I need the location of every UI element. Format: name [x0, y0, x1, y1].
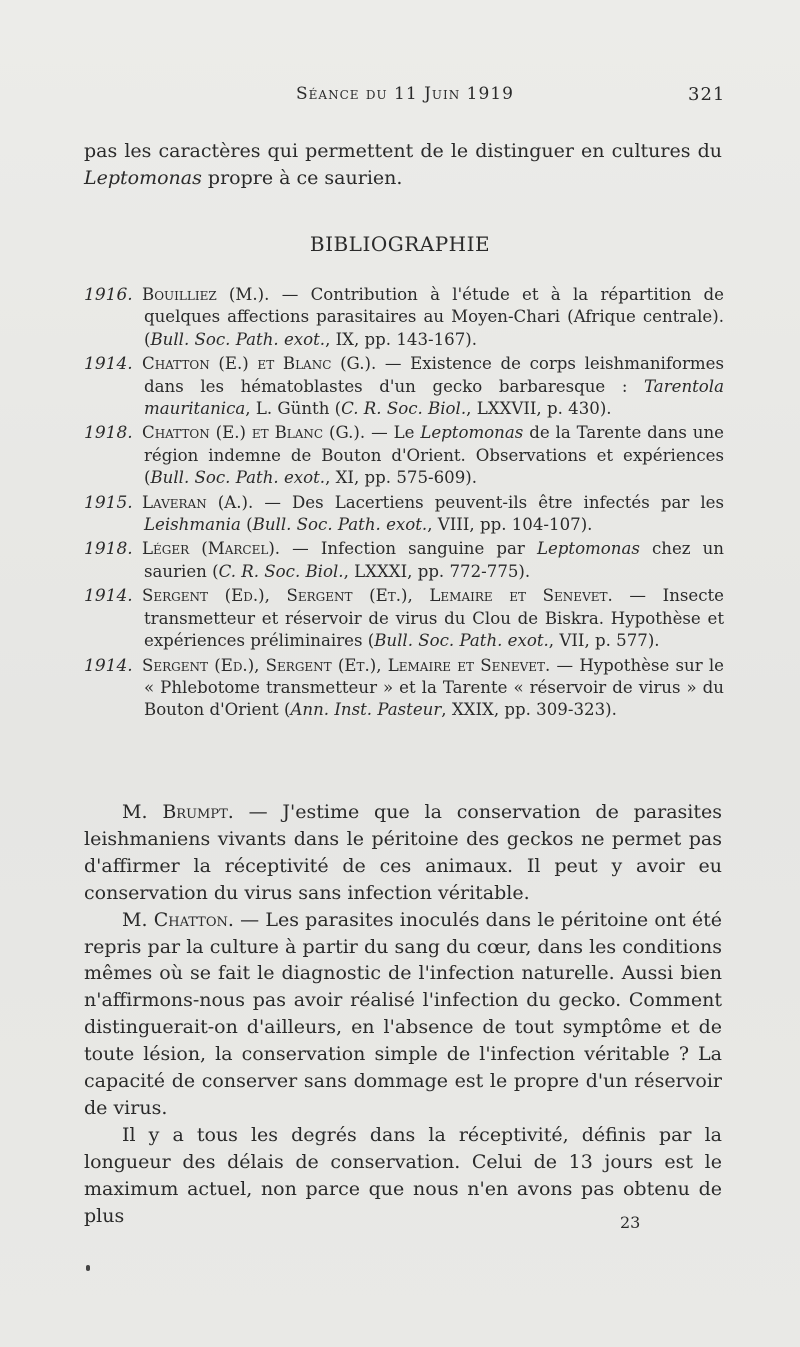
- discussion: [84, 799, 722, 1230]
- bib-text: , IX, pp. 143-167).: [325, 329, 478, 349]
- bib-genus: Leishmania: [144, 515, 241, 535]
- continued-paragraph: [84, 138, 722, 191]
- bib-year: 1918.: [84, 423, 133, 444]
- bib-entry: [84, 585, 724, 652]
- bibliography-list: [84, 284, 724, 724]
- bib-journal: Ann. Inst. Pasteur: [290, 700, 442, 720]
- bib-text: (: [240, 515, 253, 535]
- bib-text: , LXXVII, p. 430).: [466, 399, 612, 419]
- bib-text: , L. Günth (: [245, 399, 342, 419]
- bib-text: — Existence de corps leishmaniformes dans les hématoblastes d'un gecko barbaresque :: [144, 354, 724, 396]
- bib-journal: Bull. Soc. Path. exot.: [374, 631, 549, 651]
- bib-text: — Hypothèse sur le « Phlebotome transmetteur » et la Tarente « réservoir de virus » du Bouton d'Orient (: [144, 655, 724, 720]
- bib-year: 1916.: [84, 285, 133, 305]
- bib-authors: Sergent (Ed.), Sergent (Et.), Lemaire et Senevet.: [142, 655, 551, 675]
- bib-text: , VIII, pp. 104-107).: [427, 515, 593, 535]
- signature-mark: 23: [620, 1213, 641, 1232]
- bib-entry: [84, 422, 724, 489]
- discussion-paragraph: [84, 907, 722, 1122]
- bib-genus: Leptomonas: [536, 539, 640, 559]
- bib-authors: Chatton (E.) et Blanc (G.).: [142, 354, 377, 374]
- bib-text: , XXIX, pp. 309-323).: [441, 700, 617, 720]
- bib-year: 1914.: [84, 354, 133, 375]
- bib-authors: Bouilliez (M.).: [142, 285, 270, 304]
- opening-text-before: pas les caractères qui permettent de le distinguer en cultures du: [84, 140, 722, 162]
- running-title: Séance du 11 Juin 1919: [296, 84, 514, 104]
- bib-text: — Contribution à l'étude et à la répartition de quelques affections parasitaires au Moyen-Chari (Afrique centrale). (: [144, 285, 724, 349]
- page-number: 321: [688, 84, 726, 105]
- bib-text: , XI, pp. 575-609).: [325, 468, 478, 488]
- bib-entry: [84, 284, 724, 351]
- bib-text: de la Tarente dans une région indemne de Bouton d'Orient. Observations et expériences (: [144, 423, 724, 488]
- bib-entry: [84, 538, 724, 583]
- bib-genus: Leptomonas: [420, 423, 524, 443]
- bib-year: 1915.: [84, 492, 133, 513]
- discussion-paragraph: [84, 799, 722, 907]
- bib-species: Tarentola mauritanica: [144, 376, 724, 419]
- bibliography-title: BIBLIOGRAPHIE: [309, 232, 491, 256]
- bib-journal: C. R. Soc. Biol.: [218, 561, 344, 581]
- bib-year: 1914.: [84, 655, 133, 676]
- bib-journal: Bull. Soc. Path. exot.: [252, 515, 428, 535]
- speaker-name: M. Brumpt.: [122, 801, 234, 823]
- bib-text: , LXXXI, pp. 772-775).: [343, 561, 531, 581]
- speaker-name: M. Chatton.: [122, 908, 234, 931]
- bib-text: — Infection sanguine par: [280, 539, 537, 559]
- bib-text: — Le: [365, 423, 421, 443]
- bib-journal: C. R. Soc. Biol.: [341, 399, 467, 419]
- remark-text: Il y a tous les degrés dans la réceptivité, définis par la longueur des délais de conservation. Celui de 13 jours est le maximum actuel, non parce que nous n'en avons pas obtenu de plus: [84, 1123, 722, 1227]
- opening-text-after: propre à ce saurien.: [207, 166, 403, 189]
- bib-text: , VII, p. 577).: [548, 631, 660, 651]
- bib-entry: [84, 655, 724, 722]
- bib-entry: [84, 492, 724, 537]
- bib-authors: Léger (Marcel).: [142, 539, 281, 559]
- bib-authors: Sergent (Ed.), Sergent (Et.), Lemaire et Senevet.: [142, 586, 613, 606]
- running-header: [0, 84, 800, 114]
- bib-journal: Bull. Soc. Path. exot.: [150, 468, 326, 488]
- bib-year: 1914.: [84, 586, 133, 607]
- bib-text: — Insecte transmetteur et réservoir de virus du Clou de Biskra. Hypothèse et expériences préliminaires (: [144, 586, 724, 651]
- opening-genus: Leptomonas: [84, 166, 202, 189]
- bib-text: chez un saurien (: [144, 539, 724, 581]
- bib-journal: Bull. Soc. Path. exot.: [150, 329, 326, 349]
- bib-authors: Laveran (A.).: [142, 492, 254, 512]
- bib-text: — Des Lacertiens peuvent-ils être infectés par les: [253, 492, 724, 512]
- bib-entry: [84, 353, 724, 420]
- bib-year: 1918.: [84, 539, 133, 560]
- remark-text: — Les parasites inoculés dans le péritoine ont été repris par la culture à partir du sang du cœur, dans les conditions mêmes où se fait le diagnostic de l'infection naturelle. Aussi bien n'affirmons-nous pas avoir réalisé l'infection du gecko. Comment distinguerait-on d'ailleurs, en l'absence de tout symptôme et de toute lésion, la conservation simple de l'infection véritable ? La capacité de conserver sans dommage est le propre d'un réservoir de virus.: [84, 908, 722, 1119]
- bib-authors: Chatton (E.) et Blanc (G.).: [142, 423, 366, 443]
- remark-text: — J'estime que la conservation de parasites leishmaniens vivants dans le péritoine des geckos ne permet pas d'affirmer la réceptivité de ces animaux. Il peut y avoir eu conservation du virus sans infection véritable.: [84, 801, 722, 904]
- ink-spot: [86, 1265, 90, 1271]
